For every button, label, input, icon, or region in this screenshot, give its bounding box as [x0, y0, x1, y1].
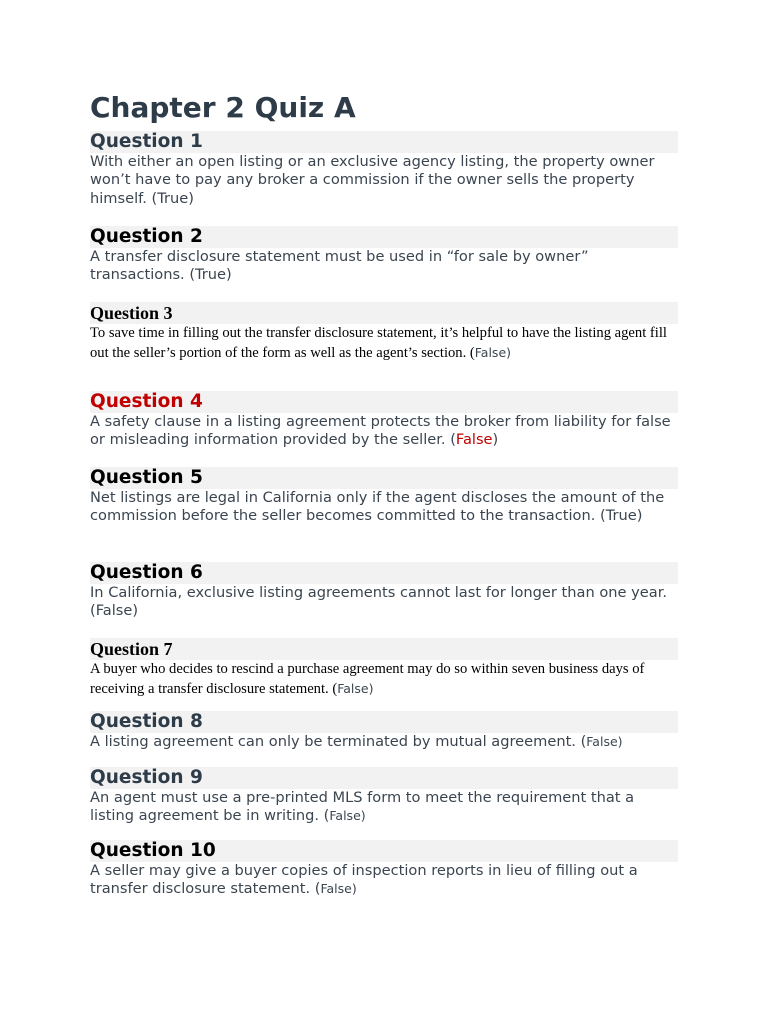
question-heading: Question 3 — [90, 302, 678, 324]
question-heading: Question 4 — [90, 391, 678, 413]
question-9 — [90, 767, 678, 826]
question-text — [90, 789, 678, 826]
question-text: With either an open listing or an exclusive agency listing, the property owner won’t have to pay any broker a commission if the owner sells the property himself. (True) — [90, 153, 655, 207]
question-heading: Question 5 — [90, 467, 678, 489]
question-8 — [90, 711, 678, 751]
question-text — [90, 660, 678, 699]
question-text-main: An agent must use a pre-printed MLS form to meet the requirement that a listing agreement be in writing. ( — [90, 789, 635, 825]
question-10 — [90, 840, 678, 899]
question-text-main: To save time in filling out the transfer disclosure statement, it’s helpful to have the listing agent fill out the seller’s portion of the form as well as the agent’s section. ( — [90, 325, 667, 361]
answer-text: False) — [329, 808, 366, 824]
answer-text: False) — [320, 881, 357, 897]
question-text: A transfer disclosure statement must be used in “for sale by owner” transactions. (True) — [90, 248, 589, 284]
page-title: Chapter 2 Quiz A — [90, 91, 356, 124]
question-2 — [90, 226, 678, 285]
question-3 — [90, 302, 678, 363]
question-text — [90, 324, 678, 363]
question-text: Net listings are legal in California only if the agent discloses the amount of the commission before the seller becomes committed to the transaction. (True) — [90, 489, 665, 525]
answer-text: False) — [337, 681, 374, 696]
question-text-main: A seller may give a buyer copies of inspection reports in lieu of filling out a transfer disclosure statement. ( — [90, 862, 638, 898]
answer-text: False) — [474, 345, 512, 360]
question-text — [90, 862, 678, 899]
answer-text: False) — [586, 734, 623, 749]
question-text — [90, 733, 678, 751]
question-7 — [90, 638, 678, 699]
question-heading: Question 1 — [90, 131, 678, 153]
question-text-main: A buyer who decides to rescind a purchase agreement may do so within seven business days of receiving a transfer disclosure statement. ( — [90, 661, 645, 697]
question-1 — [90, 131, 678, 208]
question-text-main: A safety clause in a listing agreement protects the broker from liability for false or misleading information provided by the seller. ( — [90, 413, 671, 449]
question-text-main: A listing agreement can only be terminated by mutual agreement. ( — [90, 733, 587, 750]
question-heading: Question 8 — [90, 711, 678, 733]
question-heading: Question 10 — [90, 840, 678, 862]
question-heading: Question 2 — [90, 226, 678, 248]
question-heading: Question 6 — [90, 562, 678, 584]
question-heading: Question 9 — [90, 767, 678, 789]
question-text: In California, exclusive listing agreements cannot last for longer than one year. (False) — [90, 584, 667, 620]
question-6 — [90, 562, 678, 621]
question-5 — [90, 467, 678, 526]
question-heading: Question 7 — [90, 638, 678, 660]
answer-close: ) — [492, 431, 499, 449]
answer-text: False — [455, 431, 493, 449]
question-4 — [90, 391, 678, 450]
question-text — [90, 413, 678, 450]
